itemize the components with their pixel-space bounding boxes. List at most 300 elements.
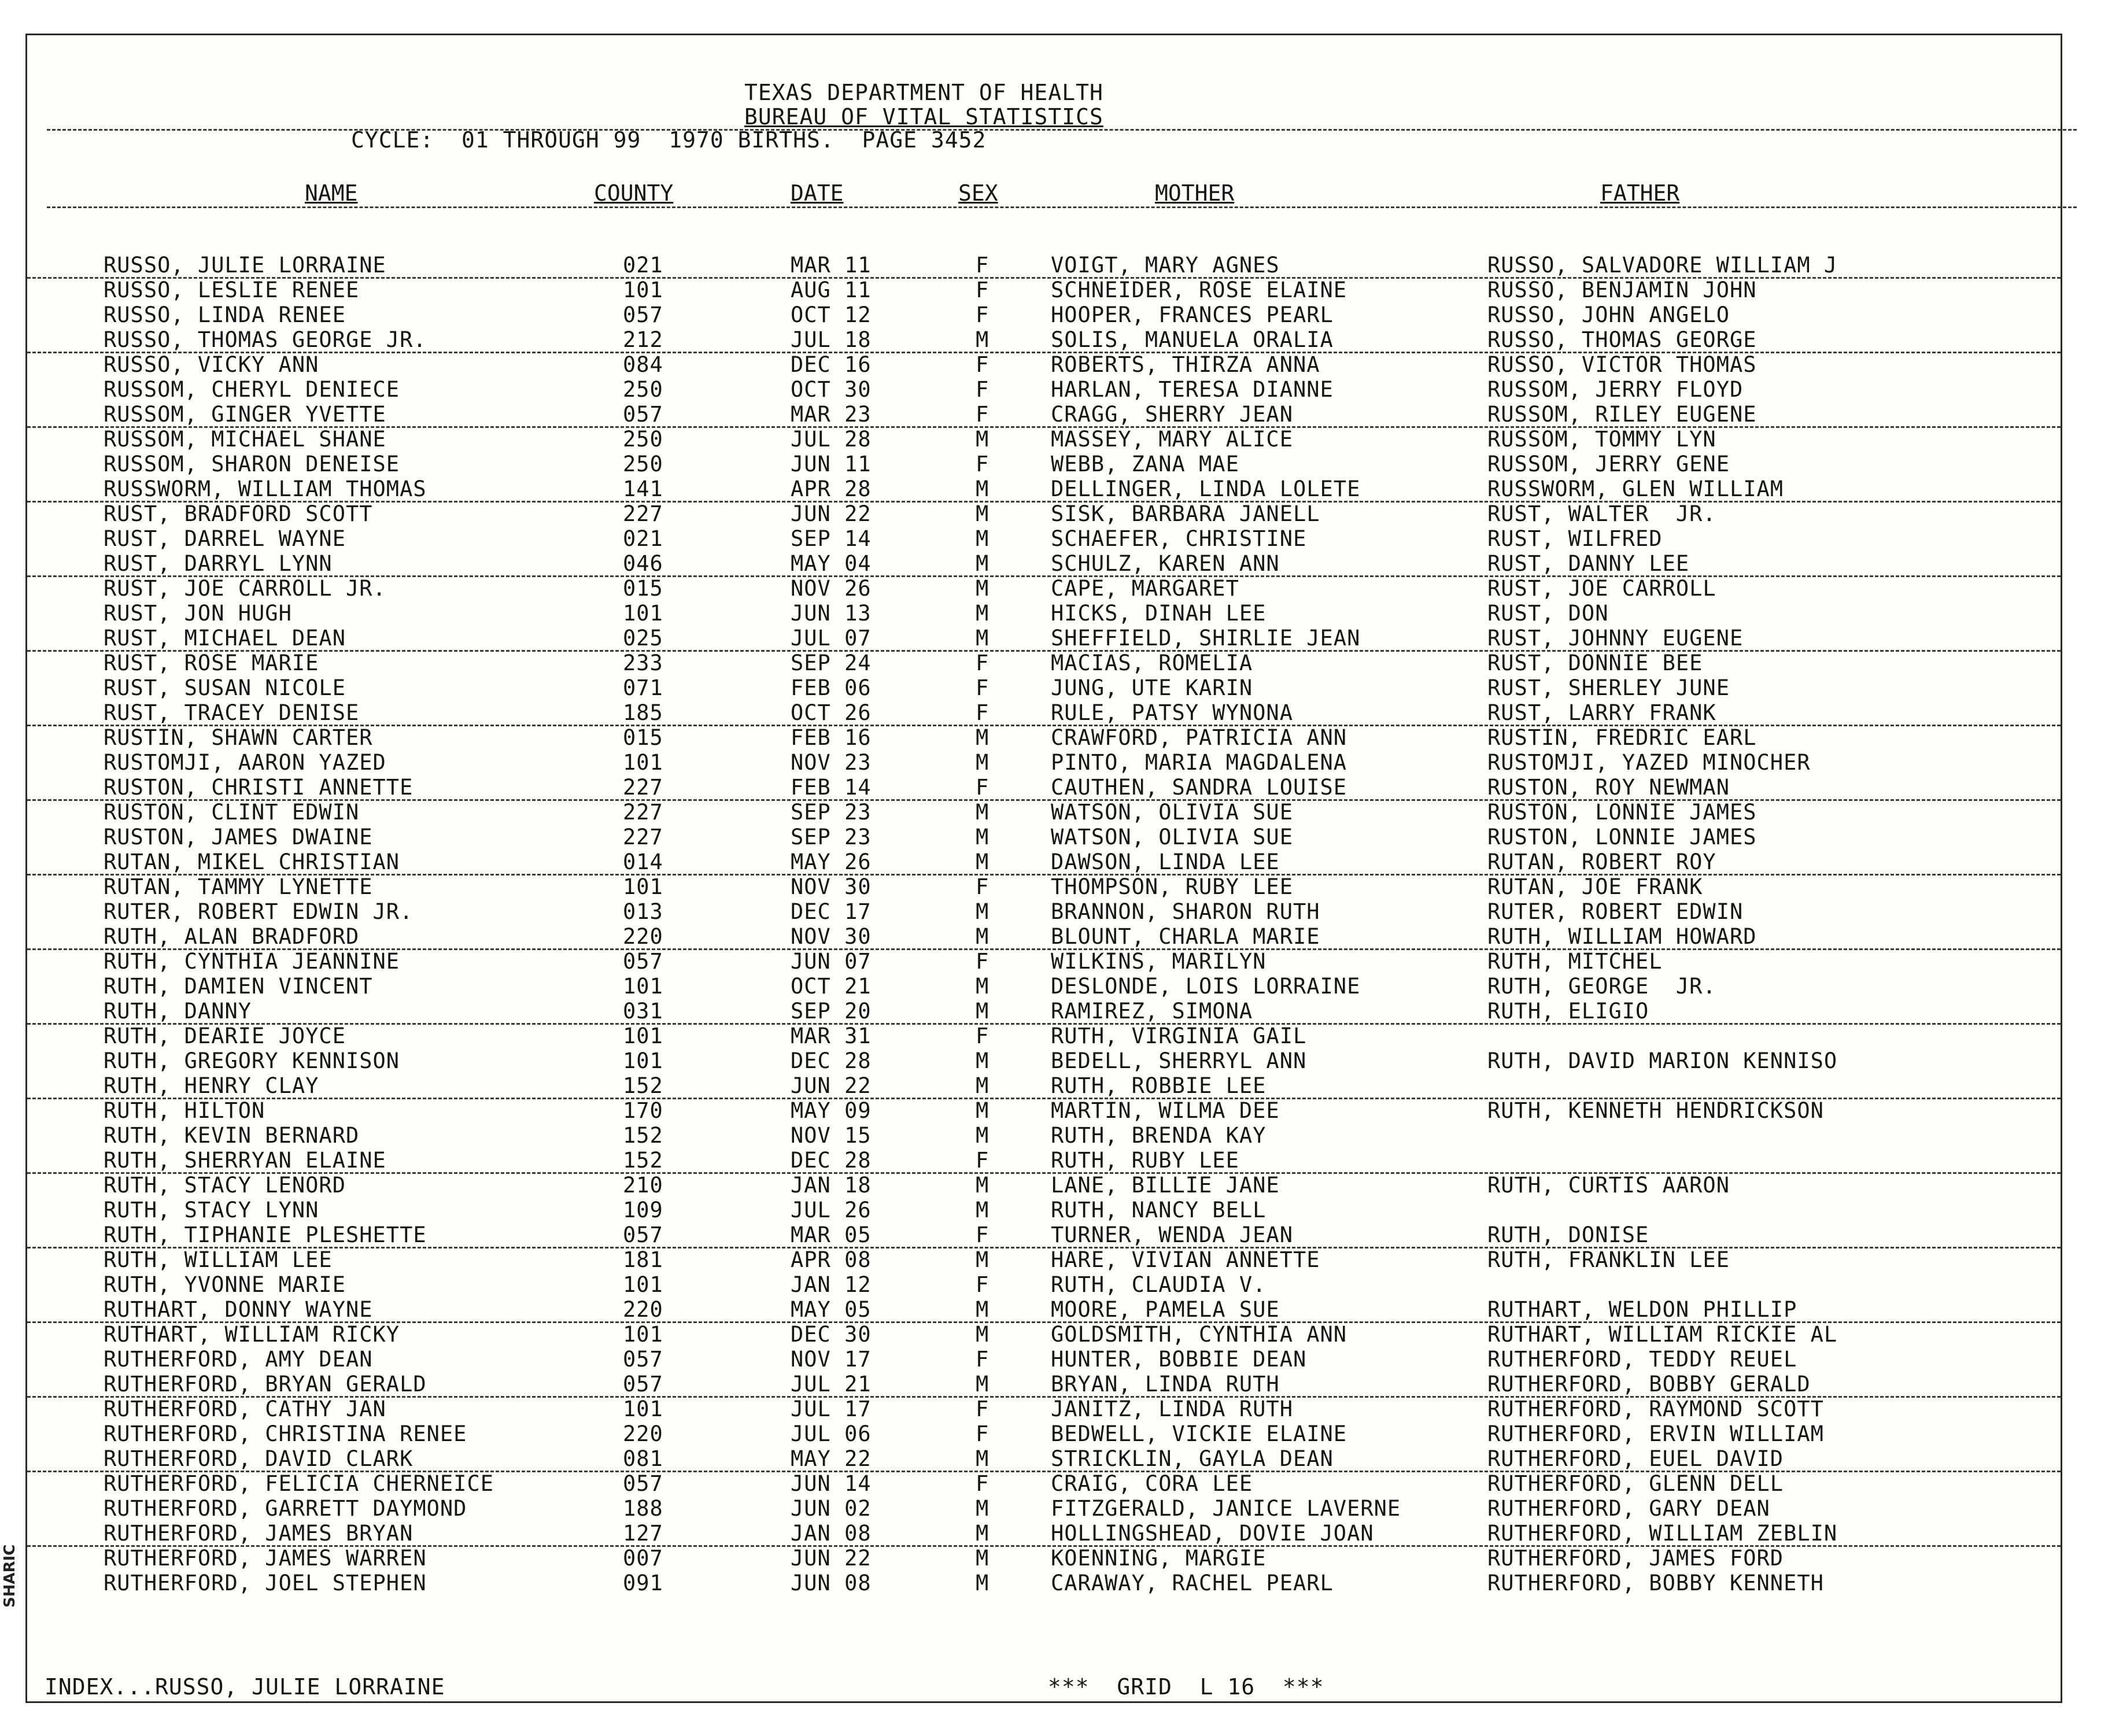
table-row xyxy=(27,1495,2061,1520)
cell-mother: CARAWAY, RACHEL PEARL xyxy=(1051,1571,1334,1595)
cell-mother: MACIAS, ROMELIA xyxy=(1051,651,1253,675)
cell-date: MAY 26 xyxy=(791,849,872,874)
cell-date: MAR 05 xyxy=(791,1222,872,1247)
cell-mother: MARTIN, WILMA DEE xyxy=(1051,1098,1280,1123)
table-row xyxy=(27,1545,2061,1570)
cell-sex: F xyxy=(976,253,989,278)
cell-name: RUSTON, JAMES DWAINE xyxy=(104,825,373,849)
col-header-date: DATE xyxy=(791,180,844,206)
cell-name: RUSSOM, MICHAEL SHANE xyxy=(104,427,386,452)
cell-name: RUST, DARREL WAYNE xyxy=(104,526,346,551)
cell-county: 101 xyxy=(623,1397,663,1421)
cell-father: RUTH, DAVID MARION KENNISO xyxy=(1487,1048,1838,1073)
table-row xyxy=(27,1172,2061,1197)
cell-father: RUST, DANNY LEE xyxy=(1487,551,1690,576)
cell-date: APR 08 xyxy=(791,1247,872,1272)
cell-father: RUTHERFORD, RAYMOND SCOTT xyxy=(1487,1397,1824,1421)
cell-date: JUN 07 xyxy=(791,949,872,974)
cell-sex: F xyxy=(976,874,989,899)
col-header-sex: SEX xyxy=(958,180,998,206)
cell-name: RUTHERFORD, BRYAN GERALD xyxy=(104,1372,427,1397)
cell-name: RUTH, STACY LENORD xyxy=(104,1173,346,1198)
cell-date: FEB 14 xyxy=(791,775,872,800)
table-row xyxy=(27,774,2061,801)
cell-sex: F xyxy=(976,1222,989,1247)
cell-date: NOV 30 xyxy=(791,874,872,899)
cell-name: RUTHART, WILLIAM RICKY xyxy=(104,1322,400,1347)
cell-name: RUTHERFORD, JOEL STEPHEN xyxy=(104,1571,427,1595)
cell-name: RUTH, STACY LYNN xyxy=(104,1198,319,1222)
cell-mother: CRAWFORD, PATRICIA ANN xyxy=(1051,725,1347,750)
cell-mother: SCHAEFER, CHRISTINE xyxy=(1051,526,1307,551)
cell-county: 101 xyxy=(623,1322,663,1347)
cell-father: RUST, WALTER JR. xyxy=(1487,501,1716,526)
table-row xyxy=(27,749,2061,774)
cell-date: DEC 16 xyxy=(791,352,872,377)
table-row xyxy=(27,1520,2061,1547)
cell-father: RUTH, WILLIAM HOWARD xyxy=(1487,924,1757,949)
cell-father: RUTHERFORD, BOBBY KENNETH xyxy=(1487,1571,1824,1595)
cell-name: RUST, ROSE MARIE xyxy=(104,651,319,675)
cell-name: RUTHART, DONNY WAYNE xyxy=(104,1297,373,1322)
cell-name: RUST, DARRYL LYNN xyxy=(104,551,333,576)
cell-name: RUST, BRADFORD SCOTT xyxy=(104,501,373,526)
cell-sex: M xyxy=(976,750,989,775)
cell-county: 057 xyxy=(623,949,663,974)
cell-mother: JANITZ, LINDA RUTH xyxy=(1051,1397,1293,1421)
cell-date: DEC 30 xyxy=(791,1322,872,1347)
cell-date: JUN 11 xyxy=(791,452,872,477)
table-row xyxy=(27,376,2061,401)
cell-date: NOV 23 xyxy=(791,750,872,775)
table-row xyxy=(27,426,2061,451)
cell-sex: M xyxy=(976,825,989,849)
cell-mother: CAUTHEN, SANDRA LOUISE xyxy=(1051,775,1347,800)
cell-father: RUTHERFORD, WILLIAM ZEBLIN xyxy=(1487,1521,1838,1546)
footer-index: INDEX...RUSSO, JULIE LORRAINE xyxy=(45,1674,445,1700)
cell-sex: M xyxy=(976,1123,989,1148)
cell-date: JUN 13 xyxy=(791,601,872,626)
cell-sex: M xyxy=(976,626,989,651)
cell-county: 250 xyxy=(623,452,663,477)
cell-father: RUSSOM, RILEY EUGENE xyxy=(1487,402,1757,427)
cell-county: 101 xyxy=(623,601,663,626)
cell-name: RUSSO, LINDA RENEE xyxy=(104,302,346,327)
cell-father: RUTH, ELIGIO xyxy=(1487,999,1649,1024)
cell-mother: STRICKLIN, GAYLA DEAN xyxy=(1051,1446,1334,1471)
cell-county: 084 xyxy=(623,352,663,377)
cell-name: RUSSOM, GINGER YVETTE xyxy=(104,402,386,427)
cell-mother: THOMPSON, RUBY LEE xyxy=(1051,874,1293,899)
cell-name: RUSSO, LESLIE RENEE xyxy=(104,278,360,302)
cell-mother: RUTH, VIRGINIA GAIL xyxy=(1051,1024,1307,1048)
cell-mother: CRAGG, SHERRY JEAN xyxy=(1051,402,1293,427)
cell-date: OCT 26 xyxy=(791,700,872,725)
cell-county: 152 xyxy=(623,1148,663,1173)
cell-name: RUSSO, THOMAS GEORGE JR. xyxy=(104,327,427,352)
cell-name: RUTH, YVONNE MARIE xyxy=(104,1272,346,1297)
cell-father: RUTHERFORD, GARY DEAN xyxy=(1487,1496,1770,1521)
cell-father: RUTHERFORD, BOBBY GERALD xyxy=(1487,1372,1811,1397)
cell-county: 170 xyxy=(623,1098,663,1123)
table-row xyxy=(27,1222,2061,1249)
cell-sex: F xyxy=(976,675,989,700)
cell-mother: HICKS, DINAH LEE xyxy=(1051,601,1267,626)
cell-name: RUTH, DAMIEN VINCENT xyxy=(104,974,373,999)
cell-sex: F xyxy=(976,1397,989,1421)
cell-father: RUST, JOE CARROLL xyxy=(1487,576,1716,601)
cell-mother: SCHNEIDER, ROSE ELAINE xyxy=(1051,278,1347,302)
cell-county: 101 xyxy=(623,974,663,999)
table-row xyxy=(27,998,2061,1025)
cell-sex: F xyxy=(976,452,989,477)
cell-mother: BEDELL, SHERRYL ANN xyxy=(1051,1048,1307,1073)
table-row xyxy=(27,451,2061,476)
cell-date: SEP 23 xyxy=(791,800,872,825)
table-row xyxy=(27,1396,2061,1421)
cell-county: 057 xyxy=(623,1222,663,1247)
cell-name: RUTAN, MIKEL CHRISTIAN xyxy=(104,849,400,874)
cell-name: RUTH, TIPHANIE PLESHETTE xyxy=(104,1222,427,1247)
header-bureau: BUREAU OF VITAL STATISTICS xyxy=(744,104,1103,130)
cell-mother: RUTH, RUBY LEE xyxy=(1051,1148,1239,1173)
cell-county: 227 xyxy=(623,800,663,825)
cell-mother: RULE, PATSY WYNONA xyxy=(1051,700,1293,725)
cell-county: 057 xyxy=(623,302,663,327)
cell-name: RUTH, HILTON xyxy=(104,1098,265,1123)
cell-sex: M xyxy=(976,1073,989,1098)
cell-county: 021 xyxy=(623,253,663,278)
table-row xyxy=(27,1023,2061,1048)
cell-mother: KOENNING, MARGIE xyxy=(1051,1546,1267,1571)
cell-sex: F xyxy=(976,402,989,427)
cell-name: RUSSOM, CHERYL DENIECE xyxy=(104,377,400,402)
cell-name: RUST, MICHAEL DEAN xyxy=(104,626,346,651)
cell-father: RUST, SHERLEY JUNE xyxy=(1487,675,1730,700)
table-row xyxy=(27,1346,2061,1371)
cell-father: RUSSOM, TOMMY LYN xyxy=(1487,427,1716,452)
cell-mother: BLOUNT, CHARLA MARIE xyxy=(1051,924,1320,949)
cell-sex: M xyxy=(976,1446,989,1471)
table-row xyxy=(27,352,2061,376)
cell-mother: TURNER, WENDA JEAN xyxy=(1051,1222,1293,1247)
col-header-father: FATHER xyxy=(1600,180,1680,206)
cell-father: RUSSO, THOMAS GEORGE xyxy=(1487,327,1757,352)
cell-county: 031 xyxy=(623,999,663,1024)
cell-mother: LANE, BILLIE JANE xyxy=(1051,1173,1280,1198)
table-row xyxy=(27,1247,2061,1272)
cell-sex: M xyxy=(976,1496,989,1521)
table-row xyxy=(27,302,2061,327)
cell-date: JUN 02 xyxy=(791,1496,872,1521)
cell-date: NOV 17 xyxy=(791,1347,872,1372)
cell-mother: SOLIS, MANUELA ORALIA xyxy=(1051,327,1334,352)
cell-mother: BEDWELL, VICKIE ELAINE xyxy=(1051,1421,1347,1446)
cell-sex: M xyxy=(976,477,989,501)
cell-county: 015 xyxy=(623,725,663,750)
cell-sex: M xyxy=(976,1297,989,1322)
cell-county: 220 xyxy=(623,1297,663,1322)
cell-mother: HARE, VIVIAN ANNETTE xyxy=(1051,1247,1320,1272)
cell-date: SEP 20 xyxy=(791,999,872,1024)
table-row xyxy=(27,1073,2061,1099)
cell-date: DEC 28 xyxy=(791,1148,872,1173)
cell-county: 210 xyxy=(623,1173,663,1198)
cell-date: JUL 17 xyxy=(791,1397,872,1421)
cell-sex: F xyxy=(976,1347,989,1372)
cell-county: 057 xyxy=(623,1471,663,1496)
cell-name: RUSSO, JULIE LORRAINE xyxy=(104,253,386,278)
table-row xyxy=(27,1471,2061,1495)
table-row xyxy=(27,600,2061,625)
cell-county: 181 xyxy=(623,1247,663,1272)
cell-mother: HUNTER, BOBBIE DEAN xyxy=(1051,1347,1307,1372)
cell-father: RUSSWORM, GLEN WILLIAM xyxy=(1487,477,1784,501)
cell-county: 101 xyxy=(623,1024,663,1048)
cell-county: 101 xyxy=(623,1048,663,1073)
cell-sex: F xyxy=(976,949,989,974)
cell-father: RUTH, DONISE xyxy=(1487,1222,1649,1247)
cell-mother: RUTH, NANCY BELL xyxy=(1051,1198,1267,1222)
cell-name: RUTHERFORD, JAMES BRYAN xyxy=(104,1521,413,1546)
cell-name: RUTAN, TAMMY LYNETTE xyxy=(104,874,373,899)
cell-county: 101 xyxy=(623,874,663,899)
cell-name: RUSSOM, SHARON DENEISE xyxy=(104,452,400,477)
cell-father: RUST, WILFRED xyxy=(1487,526,1663,551)
table-row xyxy=(27,973,2061,998)
cell-date: JUN 14 xyxy=(791,1471,872,1496)
cell-county: 071 xyxy=(623,675,663,700)
cell-name: RUTH, SHERRYAN ELAINE xyxy=(104,1148,386,1173)
cell-county: 141 xyxy=(623,477,663,501)
cell-sex: F xyxy=(976,278,989,302)
cell-county: 021 xyxy=(623,526,663,551)
cell-father: RUST, LARRY FRANK xyxy=(1487,700,1716,725)
cell-name: RUTHERFORD, JAMES WARREN xyxy=(104,1546,427,1571)
cell-sex: M xyxy=(976,327,989,352)
cell-name: RUST, JOE CARROLL JR. xyxy=(104,576,386,601)
cell-county: 109 xyxy=(623,1198,663,1222)
cell-county: 046 xyxy=(623,551,663,576)
cell-father: RUSSO, BENJAMIN JOHN xyxy=(1487,278,1757,302)
cell-date: NOV 26 xyxy=(791,576,872,601)
cell-sex: M xyxy=(976,501,989,526)
table-row xyxy=(27,252,2061,279)
cell-father: RUTH, MITCHEL xyxy=(1487,949,1663,974)
cell-sex: M xyxy=(976,601,989,626)
cell-mother: WILKINS, MARILYN xyxy=(1051,949,1267,974)
cell-name: RUSTON, CLINT EDWIN xyxy=(104,800,360,825)
microfiche-page xyxy=(25,34,2062,1703)
table-row xyxy=(27,625,2061,652)
cell-county: 250 xyxy=(623,427,663,452)
cell-sex: M xyxy=(976,924,989,949)
table-row xyxy=(27,924,2061,950)
cell-father: RUTH, CURTIS AARON xyxy=(1487,1173,1730,1198)
cell-mother: WATSON, OLIVIA SUE xyxy=(1051,800,1293,825)
cell-sex: M xyxy=(976,800,989,825)
cell-county: 101 xyxy=(623,750,663,775)
cell-father: RUSTIN, FREDRIC EARL xyxy=(1487,725,1757,750)
cell-date: JAN 08 xyxy=(791,1521,872,1546)
cell-county: 250 xyxy=(623,377,663,402)
cell-name: RUTH, HENRY CLAY xyxy=(104,1073,319,1098)
table-row xyxy=(27,1122,2061,1147)
cell-date: NOV 30 xyxy=(791,924,872,949)
cell-sex: M xyxy=(976,526,989,551)
cell-date: SEP 23 xyxy=(791,825,872,849)
cell-county: 081 xyxy=(623,1446,663,1471)
cell-date: JUL 07 xyxy=(791,626,872,651)
cell-mother: BRYAN, LINDA RUTH xyxy=(1051,1372,1280,1397)
cell-sex: F xyxy=(976,352,989,377)
cell-sex: F xyxy=(976,1272,989,1297)
table-row xyxy=(27,1446,2061,1472)
cell-date: DEC 28 xyxy=(791,1048,872,1073)
cell-name: RUTH, DEARIE JOYCE xyxy=(104,1024,346,1048)
table-row xyxy=(27,650,2061,675)
cell-sex: M xyxy=(976,1546,989,1571)
cell-name: RUSSO, VICKY ANN xyxy=(104,352,319,377)
cell-sex: M xyxy=(976,576,989,601)
cell-name: RUSTIN, SHAWN CARTER xyxy=(104,725,373,750)
cell-county: 227 xyxy=(623,825,663,849)
cell-county: 014 xyxy=(623,849,663,874)
table-row xyxy=(27,1272,2061,1297)
table-row xyxy=(27,1048,2061,1073)
cell-county: 152 xyxy=(623,1123,663,1148)
cell-father: RUSTON, LONNIE JAMES xyxy=(1487,825,1757,849)
cell-county: 220 xyxy=(623,924,663,949)
cell-father: RUTAN, ROBERT ROY xyxy=(1487,849,1716,874)
cell-father: RUST, DONNIE BEE xyxy=(1487,651,1703,675)
cell-date: JAN 18 xyxy=(791,1173,872,1198)
cell-sex: F xyxy=(976,651,989,675)
table-row xyxy=(27,476,2061,503)
birth-records-table xyxy=(27,252,2061,1595)
cell-county: 220 xyxy=(623,1421,663,1446)
cell-father: RUTHART, WILLIAM RICKIE AL xyxy=(1487,1322,1838,1347)
cell-mother: RUTH, ROBBIE LEE xyxy=(1051,1073,1267,1098)
cell-name: RUTHERFORD, CATHY JAN xyxy=(104,1397,386,1421)
table-row xyxy=(27,1197,2061,1222)
cell-county: 227 xyxy=(623,501,663,526)
cell-mother: PINTO, MARIA MAGDALENA xyxy=(1051,750,1347,775)
cell-father: RUTHERFORD, TEDDY REUEL xyxy=(1487,1347,1797,1372)
cell-sex: M xyxy=(976,1247,989,1272)
cell-date: MAY 04 xyxy=(791,551,872,576)
cell-father: RUST, JOHNNY EUGENE xyxy=(1487,626,1744,651)
cell-name: RUTHERFORD, DAVID CLARK xyxy=(104,1446,413,1471)
cell-sex: F xyxy=(976,775,989,800)
cell-county: 013 xyxy=(623,899,663,924)
cell-name: RUTH, DANNY xyxy=(104,999,252,1024)
cell-county: 091 xyxy=(623,1571,663,1595)
cell-father: RUTHERFORD, ERVIN WILLIAM xyxy=(1487,1421,1824,1446)
cell-date: DEC 17 xyxy=(791,899,872,924)
cell-father: RUSTON, LONNIE JAMES xyxy=(1487,800,1757,825)
cell-name: RUTHERFORD, CHRISTINA RENEE xyxy=(104,1421,467,1446)
cell-father: RUTAN, JOE FRANK xyxy=(1487,874,1703,899)
cell-sex: F xyxy=(976,377,989,402)
cell-sex: M xyxy=(976,1048,989,1073)
cell-date: FEB 06 xyxy=(791,675,872,700)
col-header-mother: MOTHER xyxy=(1155,180,1235,206)
cell-sex: M xyxy=(976,1372,989,1397)
table-row xyxy=(27,948,2061,973)
table-row xyxy=(27,1147,2061,1174)
cell-sex: F xyxy=(976,1471,989,1496)
table-row xyxy=(27,277,2061,302)
cell-mother: HARLAN, TERESA DIANNE xyxy=(1051,377,1334,402)
cell-name: RUST, JON HUGH xyxy=(104,601,292,626)
cell-county: 057 xyxy=(623,1372,663,1397)
table-row xyxy=(27,526,2061,551)
col-header-name: NAME xyxy=(305,180,358,206)
cell-mother: RUTH, BRENDA KAY xyxy=(1051,1123,1267,1148)
table-row xyxy=(27,1297,2061,1323)
cell-father: RUSSOM, JERRY GENE xyxy=(1487,452,1730,477)
cell-name: RUTH, GREGORY KENNISON xyxy=(104,1048,400,1073)
table-row xyxy=(27,824,2061,849)
cell-name: RUTH, KEVIN BERNARD xyxy=(104,1123,360,1148)
cell-father: RUTHERFORD, GLENN DELL xyxy=(1487,1471,1784,1496)
table-row xyxy=(27,899,2061,924)
table-row xyxy=(27,1421,2061,1446)
cell-mother: WATSON, OLIVIA SUE xyxy=(1051,825,1293,849)
cell-sex: M xyxy=(976,1521,989,1546)
table-row xyxy=(27,551,2061,577)
footer-grid-ref: *** GRID L 16 *** xyxy=(1048,1674,1324,1700)
table-row xyxy=(27,1371,2061,1398)
cell-name: RUTHERFORD, FELICIA CHERNEICE xyxy=(104,1471,494,1496)
cell-sex: F xyxy=(976,700,989,725)
cell-date: JUN 22 xyxy=(791,1073,872,1098)
cell-father: RUSSO, SALVADORE WILLIAM J xyxy=(1487,253,1838,278)
table-row xyxy=(27,1321,2061,1346)
cell-father: RUSTOMJI, YAZED MINOCHER xyxy=(1487,750,1811,775)
cell-county: 007 xyxy=(623,1546,663,1571)
cell-mother: SCHULZ, KAREN ANN xyxy=(1051,551,1280,576)
cell-father: RUST, DON xyxy=(1487,601,1609,626)
cell-name: RUST, TRACEY DENISE xyxy=(104,700,360,725)
cell-date: NOV 15 xyxy=(791,1123,872,1148)
side-label: SHARIC xyxy=(1,1544,19,1608)
table-row xyxy=(27,799,2061,824)
cell-sex: F xyxy=(976,1148,989,1173)
cell-mother: DESLONDE, LOIS LORRAINE xyxy=(1051,974,1361,999)
cell-date: MAY 05 xyxy=(791,1297,872,1322)
table-row xyxy=(27,575,2061,600)
cell-sex: M xyxy=(976,1322,989,1347)
cell-father: RUSSO, JOHN ANGELO xyxy=(1487,302,1730,327)
cell-sex: M xyxy=(976,849,989,874)
cell-name: RUSTON, CHRISTI ANNETTE xyxy=(104,775,413,800)
cell-county: 233 xyxy=(623,651,663,675)
cell-sex: M xyxy=(976,1098,989,1123)
cell-name: RUTHERFORD, GARRETT DAYMOND xyxy=(104,1496,467,1521)
cell-mother: GOLDSMITH, CYNTHIA ANN xyxy=(1051,1322,1347,1347)
cell-mother: FITZGERALD, JANICE LAVERNE xyxy=(1051,1496,1401,1521)
cell-sex: M xyxy=(976,1198,989,1222)
table-row xyxy=(27,327,2061,353)
col-header-county: COUNTY xyxy=(594,180,674,206)
cell-county: 185 xyxy=(623,700,663,725)
cell-date: JUL 18 xyxy=(791,327,872,352)
cell-date: MAY 22 xyxy=(791,1446,872,1471)
cell-mother: RAMIREZ, SIMONA xyxy=(1051,999,1253,1024)
cell-county: 101 xyxy=(623,1272,663,1297)
